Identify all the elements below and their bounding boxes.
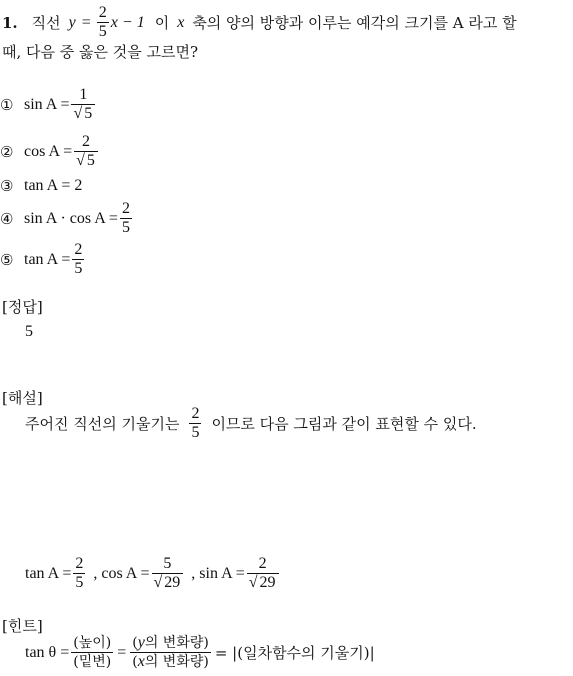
problem-line-2: 때, 다음 중 옳은 것을 고르면? bbox=[2, 43, 199, 61]
choice-fraction bbox=[120, 200, 132, 237]
sqrt-icon: √ bbox=[76, 152, 85, 169]
explanation-text-a: 주어진 직선의 기울기는 bbox=[25, 414, 180, 433]
choice-lhs: tan A = bbox=[24, 250, 71, 268]
eq-y: y bbox=[68, 13, 76, 31]
problem-text-c: 축의 양의 방향과 이루는 예각의 크기를 A 라고 할 bbox=[192, 13, 517, 32]
choice-lhs: sin A · cos A = bbox=[24, 209, 118, 227]
eq-rest: x − 1 bbox=[110, 13, 145, 31]
choice-den: 5 bbox=[121, 219, 130, 236]
hint-f2-num-text: 의 변화량) bbox=[144, 635, 209, 651]
choice-fraction bbox=[72, 241, 84, 278]
hint-f2-num-var: y bbox=[137, 634, 145, 651]
hint-formula bbox=[25, 634, 375, 671]
cos-lhs: , cos A = bbox=[93, 564, 150, 582]
eq-equals: = bbox=[81, 13, 91, 31]
choice-num: 2 bbox=[82, 133, 91, 150]
explanation-text-b: 이므로 다음 그림과 같이 표현할 수 있다. bbox=[211, 414, 477, 433]
problem-line-1 bbox=[2, 4, 517, 41]
eq-slope-num: 2 bbox=[98, 4, 107, 21]
choice-den: 5 bbox=[74, 260, 83, 277]
eq-slope-fraction bbox=[97, 4, 109, 41]
sin-lhs: , sin A = bbox=[191, 564, 245, 582]
choice-num: 2 bbox=[74, 241, 83, 258]
choice-mark: ② bbox=[0, 142, 14, 161]
choice-fraction bbox=[71, 86, 95, 123]
tan-num: 2 bbox=[75, 555, 84, 572]
hint-fraction-1 bbox=[71, 634, 113, 671]
hint-lhs: tan θ = bbox=[25, 643, 70, 661]
trig-values-line bbox=[25, 555, 281, 592]
choice-radicand: 5 bbox=[86, 152, 95, 169]
choice-num: 2 bbox=[121, 200, 130, 217]
choice-3[interactable] bbox=[0, 177, 82, 195]
choice-1[interactable] bbox=[0, 86, 97, 123]
sqrt-icon: √ bbox=[248, 574, 258, 591]
hint-rhs: = |(일차함수의 기울기)| bbox=[214, 643, 375, 662]
problem-text-a: 직선 bbox=[31, 13, 61, 32]
choice-radicand: 5 bbox=[84, 105, 93, 122]
sin-radicand: 29 bbox=[259, 574, 276, 591]
hint-f2-den: (x의 변화량) bbox=[132, 653, 209, 670]
choice-mark: ④ bbox=[0, 209, 14, 228]
hint-f2-den-var: x bbox=[137, 653, 145, 670]
choice-mark: ⑤ bbox=[0, 250, 14, 269]
choice-fraction bbox=[74, 133, 98, 170]
problem-number: 1. bbox=[2, 13, 18, 32]
explanation-line bbox=[25, 405, 477, 442]
cos-fraction bbox=[152, 555, 184, 592]
cos-num: 5 bbox=[163, 555, 172, 572]
hint-equals: = bbox=[117, 643, 127, 661]
answer-value: 5 bbox=[25, 323, 33, 340]
eq-slope-den: 5 bbox=[98, 23, 107, 40]
sin-fraction bbox=[247, 555, 279, 592]
cos-den bbox=[152, 573, 184, 592]
eq-x: x bbox=[177, 13, 185, 31]
choice-2[interactable] bbox=[0, 133, 100, 170]
choice-den bbox=[71, 104, 95, 123]
choice-num: 1 bbox=[79, 86, 88, 103]
tan-lhs: tan A = bbox=[25, 564, 72, 582]
tan-den: 5 bbox=[75, 574, 84, 591]
explanation-den: 5 bbox=[191, 424, 200, 441]
choice-mark: ③ bbox=[0, 177, 14, 195]
cos-radicand: 29 bbox=[164, 574, 181, 591]
sin-num: 2 bbox=[258, 555, 267, 572]
hint-f1-num: (높이) bbox=[73, 635, 112, 651]
hint-f2-num: (y의 변화량) bbox=[132, 634, 209, 651]
explanation-label: [해설] bbox=[2, 389, 43, 407]
hint-f1-den: (밑변) bbox=[73, 654, 112, 670]
answer-label: [정답] bbox=[2, 298, 43, 316]
choice-4[interactable] bbox=[0, 200, 134, 237]
sin-den bbox=[247, 573, 279, 592]
sqrt-icon: √ bbox=[153, 574, 163, 591]
explanation-fraction bbox=[189, 405, 201, 442]
choice-lhs: cos A = bbox=[24, 142, 73, 160]
hint-f2-den-text: 의 변화량) bbox=[144, 654, 209, 670]
problem-text-b: 이 bbox=[154, 13, 170, 32]
choice-5[interactable] bbox=[0, 241, 86, 278]
explanation-num: 2 bbox=[191, 405, 200, 422]
choice-mark: ① bbox=[0, 95, 14, 114]
sqrt-icon: √ bbox=[73, 105, 83, 122]
choice-lhs: tan A = 2 bbox=[24, 177, 83, 194]
hint-fraction-2 bbox=[130, 634, 211, 671]
tan-fraction bbox=[73, 555, 85, 592]
hint-label: [힌트] bbox=[2, 617, 43, 635]
choice-lhs: sin A = bbox=[24, 95, 70, 113]
choice-den bbox=[74, 151, 98, 170]
